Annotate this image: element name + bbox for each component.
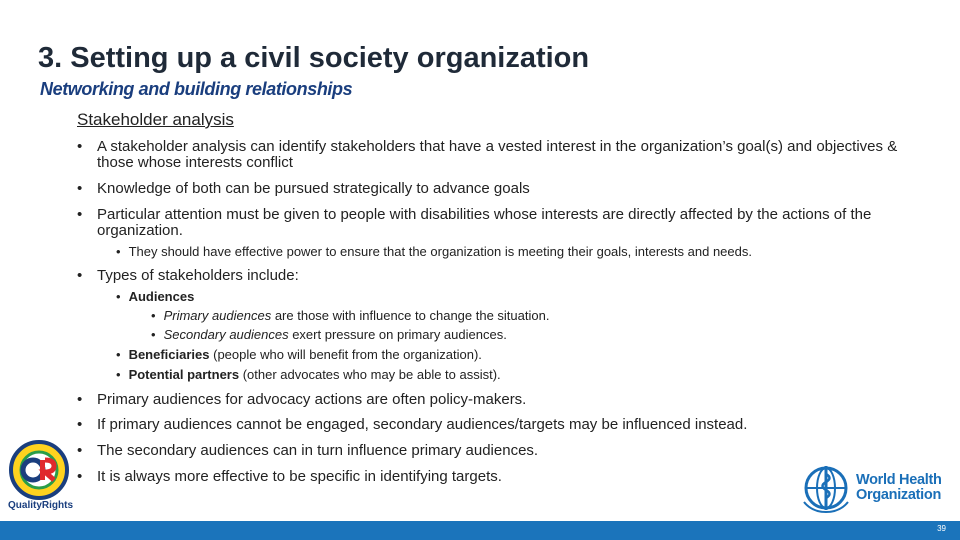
bullet-marker: • [151, 327, 156, 342]
bullet-marker: • [77, 468, 83, 485]
who-name [856, 473, 942, 503]
slide-subtitle: Networking and building relationships [40, 79, 353, 99]
bullet-marker: • [77, 180, 83, 197]
term-secondary-audiences: Secondary audiences [163, 327, 289, 342]
bullet-marker: • [77, 138, 83, 155]
bullet-text: Types of stakeholders include: [97, 267, 299, 284]
bullet-marker: • [116, 289, 121, 304]
bullet-text: It is always more effective to be specific in identifying targets. [97, 468, 502, 485]
bullet-text: are those with influence to change the situation. [271, 308, 550, 323]
bullet-text: Particular attention must be given to people with disabilities whose interests are directly affected by the actions of the organization. [97, 206, 872, 239]
bullet-policy-makers [77, 392, 907, 408]
sub-bullet-audiences [116, 289, 916, 304]
bullet-marker: • [77, 442, 83, 459]
bullet-secondary-targets [77, 417, 907, 433]
sub-bullet-beneficiaries [116, 347, 916, 362]
bullet-text: (other advocates who may be able to assist). [239, 367, 501, 382]
sub-sub-bullet-secondary [151, 327, 851, 342]
section-heading: Stakeholder analysis [77, 110, 234, 129]
bullet-marker: • [77, 391, 83, 408]
bullet-text: Knowledge of both can be pursued strategically to advance goals [97, 180, 530, 197]
bullet-marker: • [116, 244, 121, 259]
bullet-knowledge [77, 181, 907, 197]
quality-rights-label: QualityRights [8, 500, 74, 511]
sub-bullet-partners [116, 367, 916, 382]
term-primary-audiences: Primary audiences [163, 308, 272, 323]
bullet-marker: • [77, 267, 83, 284]
bullet-text: Primary audiences for advocacy actions are often policy-makers. [97, 391, 527, 408]
bullet-text: The secondary audiences can in turn influence primary audiences. [97, 442, 539, 459]
bullet-text: If primary audiences cannot be engaged, secondary audiences/targets may be influenced instead. [97, 416, 748, 433]
footer-bar [0, 521, 960, 540]
bullet-marker: • [77, 206, 83, 223]
term-potential-partners: Potential partners [128, 367, 240, 382]
bullet-stakeholder-analysis [77, 139, 907, 171]
bullet-marker: • [116, 367, 121, 382]
bullet-types [77, 268, 907, 284]
bullet-text: exert pressure on primary audiences. [288, 327, 507, 342]
bullet-text: They should have effective power to ensure that the organization is meeting their goals, interests and needs. [128, 244, 752, 259]
who-name-line2: Organization [856, 487, 942, 503]
bullet-marker: • [151, 308, 156, 323]
bullet-disabilities [77, 207, 907, 239]
bullet-marker: • [116, 347, 121, 362]
term-audiences: Audiences [128, 289, 195, 304]
bullet-specific-targets [77, 469, 907, 485]
sub-sub-bullet-primary [151, 308, 851, 323]
bullet-text: A stakeholder analysis can identify stakeholders that have a vested interest in the organization’s goal(s) and objectives & those whose interests conflict [97, 138, 898, 171]
bullet-marker: • [77, 416, 83, 433]
slide-title: 3. Setting up a civil society organization [38, 42, 590, 74]
term-beneficiaries: Beneficiaries [128, 347, 210, 362]
sub-bullet-effective-power [116, 244, 916, 259]
bullet-text: (people who will benefit from the organization). [209, 347, 482, 362]
page-number: 39 [937, 524, 946, 533]
who-name-line1: World Health [856, 472, 942, 488]
bullet-influence [77, 443, 907, 459]
